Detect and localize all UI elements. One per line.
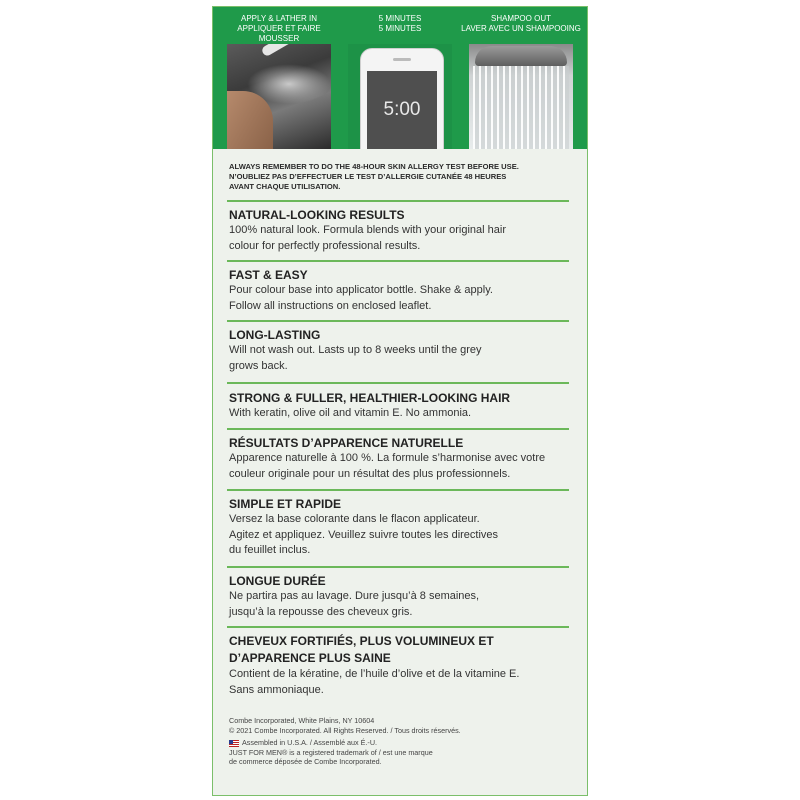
section-line: grows back. xyxy=(229,359,288,372)
section-body xyxy=(229,512,579,559)
section-line: Sans ammoniaque. xyxy=(229,683,324,696)
divider xyxy=(227,626,569,628)
divider xyxy=(227,566,569,568)
section-title: RÉSULTATS D’APPARENCE NATURELLE xyxy=(229,436,464,450)
section-title: NATURAL-LOOKING RESULTS xyxy=(229,208,405,222)
section-title: STRONG & FULLER, HEALTHIER-LOOKING HAIR xyxy=(229,391,511,405)
section-line: jusqu’à la repousse des cheveux gris. xyxy=(229,605,413,618)
section-line: du feuillet inclus. xyxy=(229,544,311,556)
phone-icon xyxy=(360,48,444,149)
step-caption-fr: APPLIQUER ET FAIRE MOUSSER xyxy=(237,24,321,43)
us-flag-icon xyxy=(229,740,239,747)
section-body xyxy=(229,283,579,314)
phone-timer-image xyxy=(348,44,452,149)
step-caption xyxy=(461,14,581,34)
step-caption-fr: LAVER AVEC UN SHAMPOOING xyxy=(461,24,581,33)
divider xyxy=(227,428,569,430)
section-title xyxy=(229,633,579,667)
section-line: Versez la base colorante dans le flacon applicateur. xyxy=(229,513,480,525)
divider xyxy=(227,200,569,202)
section-line: 100% natural look. Formula blends with your original hair xyxy=(229,224,506,236)
section-title: FAST & EASY xyxy=(229,268,308,282)
step-caption xyxy=(340,14,460,34)
step-caption-en: SHAMPOO OUT xyxy=(490,14,551,23)
section-line: Contient de la kératine, de l’huile d’olive et de la vitamine E. xyxy=(229,668,520,680)
divider xyxy=(227,489,569,491)
section-body xyxy=(229,667,579,698)
trademark-line: de commerce déposée de Combe Incorporated. xyxy=(229,757,382,766)
trademark-line: JUST FOR MEN® is a registered trademark of / est une marque xyxy=(229,747,433,757)
hair-application-image xyxy=(227,44,331,149)
timer-display: 5:00 xyxy=(383,99,421,120)
divider xyxy=(227,382,569,384)
section-line: Apparence naturelle à 100 %. La formule s’harmonise avec votre xyxy=(229,452,546,464)
section-title: SIMPLE ET RAPIDE xyxy=(229,497,342,511)
allergy-warning-line: ALWAYS REMEMBER TO DO THE 48-HOUR SKIN ALLERGY TEST BEFORE USE. xyxy=(229,162,519,171)
section-title: LONG-LASTING xyxy=(229,328,321,342)
section-body xyxy=(229,343,579,374)
step-apply xyxy=(219,7,339,149)
step-caption xyxy=(219,14,339,44)
divider xyxy=(227,320,569,322)
legal-footer xyxy=(229,716,579,767)
section-body xyxy=(229,589,579,620)
step-rinse xyxy=(461,7,581,149)
step-wait xyxy=(340,7,460,149)
assembled-line xyxy=(229,738,579,748)
allergy-warning-line: AVANT CHAQUE UTILISATION. xyxy=(229,182,341,191)
section-line: colour for perfectly professional results. xyxy=(229,239,421,252)
copyright: © 2021 Combe Incorporated. All Rights Reserved. / Tous droits réservés. xyxy=(229,725,461,735)
section-line: Follow all instructions on enclosed leaflet. xyxy=(229,299,432,312)
allergy-warning xyxy=(229,162,569,192)
step-caption-fr: 5 MINUTES xyxy=(378,24,422,33)
section-line: Ne partira pas au lavage. Dure jusqu’à 8 semaines, xyxy=(229,590,480,602)
instructions-banner xyxy=(213,7,587,149)
section-body xyxy=(229,451,579,482)
section-title-line: D’APPARENCE PLUS SAINE xyxy=(229,651,391,665)
step-caption-en: APPLY & LATHER IN xyxy=(240,14,318,23)
shower-head-icon xyxy=(475,46,567,66)
section-line: Agitez et appliquez. Veuillez suivre toutes les directives xyxy=(229,528,499,541)
shower-image xyxy=(469,44,573,149)
allergy-warning-line: N’OUBLIEZ PAS D’EFFECTUER LE TEST D’ALLERGIE CUTANÉE 48 HEURES xyxy=(229,172,507,181)
assembled-text: Assembled in U.S.A. / Assemblé aux É.-U. xyxy=(242,738,378,747)
product-panel xyxy=(212,6,588,796)
section-line: Pour colour base into applicator bottle. Shake & apply. xyxy=(229,284,493,296)
company-address: Combe Incorporated, White Plains, NY 10604 xyxy=(229,716,375,725)
divider xyxy=(227,260,569,262)
step-caption-en: 5 MINUTES xyxy=(378,14,422,23)
section-body xyxy=(229,406,579,422)
section-title-line: CHEVEUX FORTIFIÉS, PLUS VOLUMINEUX ET xyxy=(229,634,494,648)
section-body xyxy=(229,223,579,254)
section-line: With keratin, olive oil and vitamin E. No ammonia. xyxy=(229,407,472,419)
section-line: couleur originale pour un résultat des plus professionnels. xyxy=(229,467,511,480)
section-title: LONGUE DURÉE xyxy=(229,574,326,588)
section-line: Will not wash out. Lasts up to 8 weeks until the grey xyxy=(229,344,482,356)
